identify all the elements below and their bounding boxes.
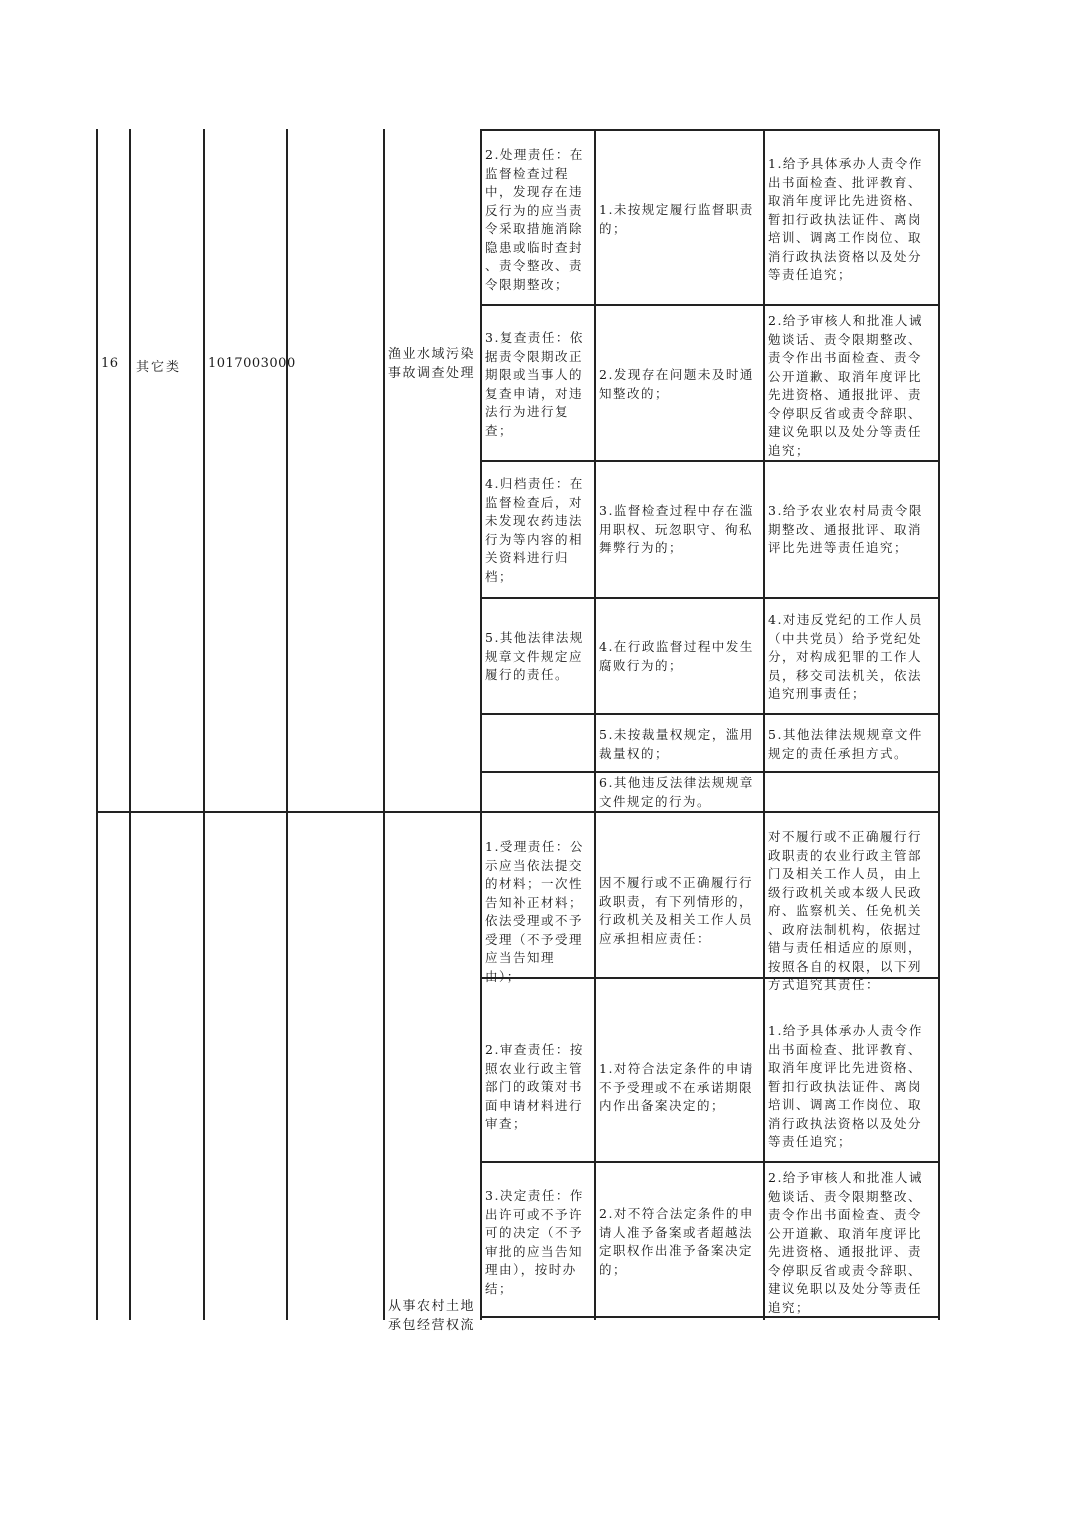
method-cell: 2.给予审核人和批准人诫 勉谈话、责令限期整改、 责令作出书面检查、责令 公开道歉、取消年度评比 先进资格、通报批评、责 令停职反省或责令辞职、 建议免职以及处分等责任 追究； bbox=[768, 1170, 923, 1315]
method-cell: 1.给予具体承办人责令作 出书面检查、批评教育、 取消年度评比先进资格、 暂扣行政执法证件、离岗 培训、调离工作岗位、取 消行政执法资格以及处分 等责任追究； bbox=[768, 156, 923, 282]
grid-line bbox=[96, 129, 98, 1320]
grid-line bbox=[594, 129, 596, 1320]
situation-cell: 3.监督检查过程中存在滥 用职权、玩忽职守、徇私 舞弊行为的； bbox=[599, 503, 754, 555]
grid-line bbox=[480, 1161, 940, 1163]
duty-cell: 3.复查责任：依 据责令限期改正 期限或当事人的 复查申请，对违 法行为进行复 查； bbox=[485, 330, 584, 438]
grid-line bbox=[203, 129, 205, 1320]
method-cell: 4.对违反党纪的工作人员 （中共党员）给予党纪处 分，对构成犯罪的工作人 员，移交司法机关，依法 追究刑事责任； bbox=[768, 612, 923, 701]
grid-line bbox=[480, 713, 940, 715]
situation-cell: 1.对符合法定条件的申请 不予受理或不在承诺期限 内作出备案决定的； bbox=[599, 1061, 754, 1113]
grid-line bbox=[96, 811, 940, 813]
grid-line bbox=[480, 771, 940, 773]
grid-line bbox=[480, 129, 940, 131]
method-cell: 5.其他法律法规规章文件 规定的责任承担方式。 bbox=[768, 727, 923, 761]
grid-line bbox=[763, 129, 765, 1320]
grid-line bbox=[938, 129, 940, 1320]
duty-cell: 1.受理责任：公 示应当依法提交 的材料；一次性 告知补正材料； 依法受理或不予 受理（不予受理 应当告知理 由）； bbox=[485, 839, 584, 984]
situation-cell: 6.其他违反法律法规规章 文件规定的行为。 bbox=[599, 775, 754, 809]
duty-cell: 4.归档责任：在 监督检查后，对 未发现农药违法 行为等内容的相 关资料进行归 档； bbox=[485, 476, 584, 584]
grid-line bbox=[480, 129, 482, 1320]
situation-cell: 2.发现存在问题未及时通 知整改的； bbox=[599, 367, 754, 401]
row-category: 其它类 bbox=[136, 360, 182, 375]
method-cell: 1.给予具体承办人责令作 出书面检查、批评教育、 取消年度评比先进资格、 暂扣行政执法证件、离岗 培训、调离工作岗位、取 消行政执法资格以及处分 等责任追究； bbox=[768, 1023, 923, 1149]
situation-cell: 因不履行或不正确履行行 政职责，有下列情形的， 行政机关及相关工作人员 应承担相应责任： bbox=[599, 875, 754, 946]
method-cell: 对不履行或不正确履行行 政职责的农业行政主管部 门及相关工作人员，由上 级行政机关或本级人民政 府、监察机关、任免机关 、政府法制机构，依据过 错与责任相适应的原则， 按照各自的权限，以下列 方式追究其责任： bbox=[768, 829, 923, 992]
grid-line bbox=[480, 597, 940, 599]
duty-cell: 2.处理责任：在 监督检查过程 中，发现存在违 反行为的应当责 令采取措施消除 隐患或临时查封 、责令整改、责 令限期整改； bbox=[485, 147, 584, 292]
situation-cell: 4.在行政监督过程中发生 腐败行为的； bbox=[599, 639, 754, 673]
duty-cell: 3.决定责任：作 出许可或不予许 可的决定（不予 审批的应当告知 理由），按时办 结； bbox=[485, 1188, 584, 1296]
method-cell: 3.给予农业农村局责令限 期整改、通报批评、取消 评比先进等责任追究； bbox=[768, 503, 923, 555]
situation-cell: 5.未按裁量权规定，滥用 裁量权的； bbox=[599, 727, 754, 761]
grid-line bbox=[129, 129, 131, 1320]
situation-cell: 2.对不符合法定条件的申 请人准予备案或者超越法 定职权作出准予备案决定 的； bbox=[599, 1206, 754, 1277]
row-code: 1017003000 bbox=[208, 356, 296, 371]
grid-line bbox=[383, 129, 385, 1320]
row-item-name: 从事农村土地 承包经营权流 bbox=[388, 1299, 476, 1333]
method-cell: 2.给予审核人和批准人诫 勉谈话、责令限期整改、 责令作出书面检查、责令 公开道歉、取消年度评比 先进资格、通报批评、责 令停职反省或责令辞职、 建议免职以及处分等责任 追究； bbox=[768, 313, 923, 458]
row-item-name: 渔业水域污染 事故调查处理 bbox=[388, 347, 476, 381]
grid-line bbox=[480, 460, 940, 462]
row-seq: 16 bbox=[101, 356, 119, 371]
duty-cell: 2.审查责任：按 照农业行政主管 部门的政策对书 面申请材料进行 审查； bbox=[485, 1042, 584, 1131]
duty-cell: 5.其他法律法规 规章文件规定应 履行的责任。 bbox=[485, 630, 584, 682]
grid-line bbox=[286, 129, 288, 1320]
situation-cell: 1.未按规定履行监督职责 的； bbox=[599, 202, 754, 236]
grid-line bbox=[480, 304, 940, 306]
